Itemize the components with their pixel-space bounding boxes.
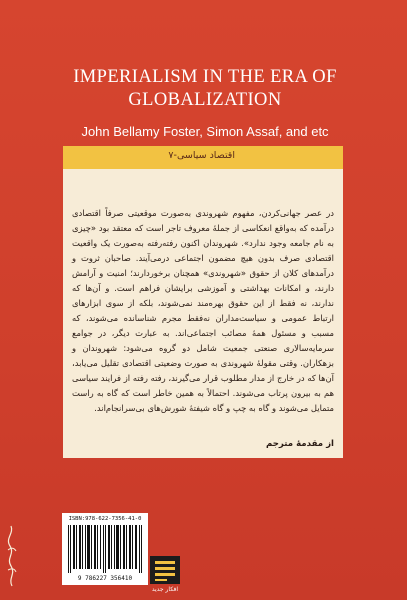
publisher-logo-icon xyxy=(150,556,180,584)
series-band xyxy=(63,146,343,169)
isbn-label: ISBN:978-622-7356-41-0 xyxy=(68,516,142,522)
publisher-name: افکار جدید xyxy=(151,586,179,593)
book-title: IMPERIALISM IN THE ERA OF GLOBALIZATION xyxy=(73,67,337,110)
book-authors: John Bellamy Foster, Simon Assaf, and etc xyxy=(81,124,329,139)
blurb-box xyxy=(63,169,343,458)
barcode xyxy=(62,513,148,585)
barcode-bars xyxy=(67,525,143,573)
blurb-paragraph: در عصر جهانی‌کردن، مفهوم شهروندی به‌صورت موقعیتی صرفاً اقتصادی درآمده که به‌واقع انعکاسی از جملهٔ معروف تاجر است که معتقد بود «چیزی به نام جامعه وجود ندارد». شهروندان اکنون رفته‌رفته به‌صورت یک واقعیت اقتصادی صرف بدون هیچ مضمون اجتماعی درمی‌آیند. صاحبان ثروت و درآمدهای کلان از حقوق «شهروندی» همچنان برخوردارند؛ امنیت و آرامش دارند، و امکانات بهداشتی و آموزشی برایشان فراهم است. و آن‌ها که ندارند، نه فقط از این حقوق بهره‌مند نمی‌شوند، بلکه از سوی ابزارهای ارتباط عمومی و سیاست‌مداران نه‌فقط مجرم شناسانده می‌شوند، که مسبب و مسئول همهٔ مصائب اجتماعی‌اند. به عبارت دیگر، در جوامع سرمایه‌سالاری صنعتی جمعیت شامل دو گروه می‌شود: شهروندان و بزهکاران. وقتی مقولهٔ شهروندی به صورت وضعیتی اقتصادی تقلیل می‌یابد، آن‌ها که در خارج از مدار مطلوب قرار می‌گیرند، رفته رفته از فرایند سیاسی هم به بیرون پرتاب می‌شوند. احتمالاً به همین خاطر است که گاه به راست متمایل می‌شوند و گاه به چپ و گاه شیفتهٔ شورش‌های بی‌سرانجام‌اند. xyxy=(72,208,334,413)
signature-icon xyxy=(2,520,22,590)
isbn-number: 9 786227 356410 xyxy=(77,575,133,582)
series-label: اقتصاد سیاسی-۷ xyxy=(168,150,235,161)
blurb-attribution: از مقدمهٔ مترجم xyxy=(266,439,334,449)
